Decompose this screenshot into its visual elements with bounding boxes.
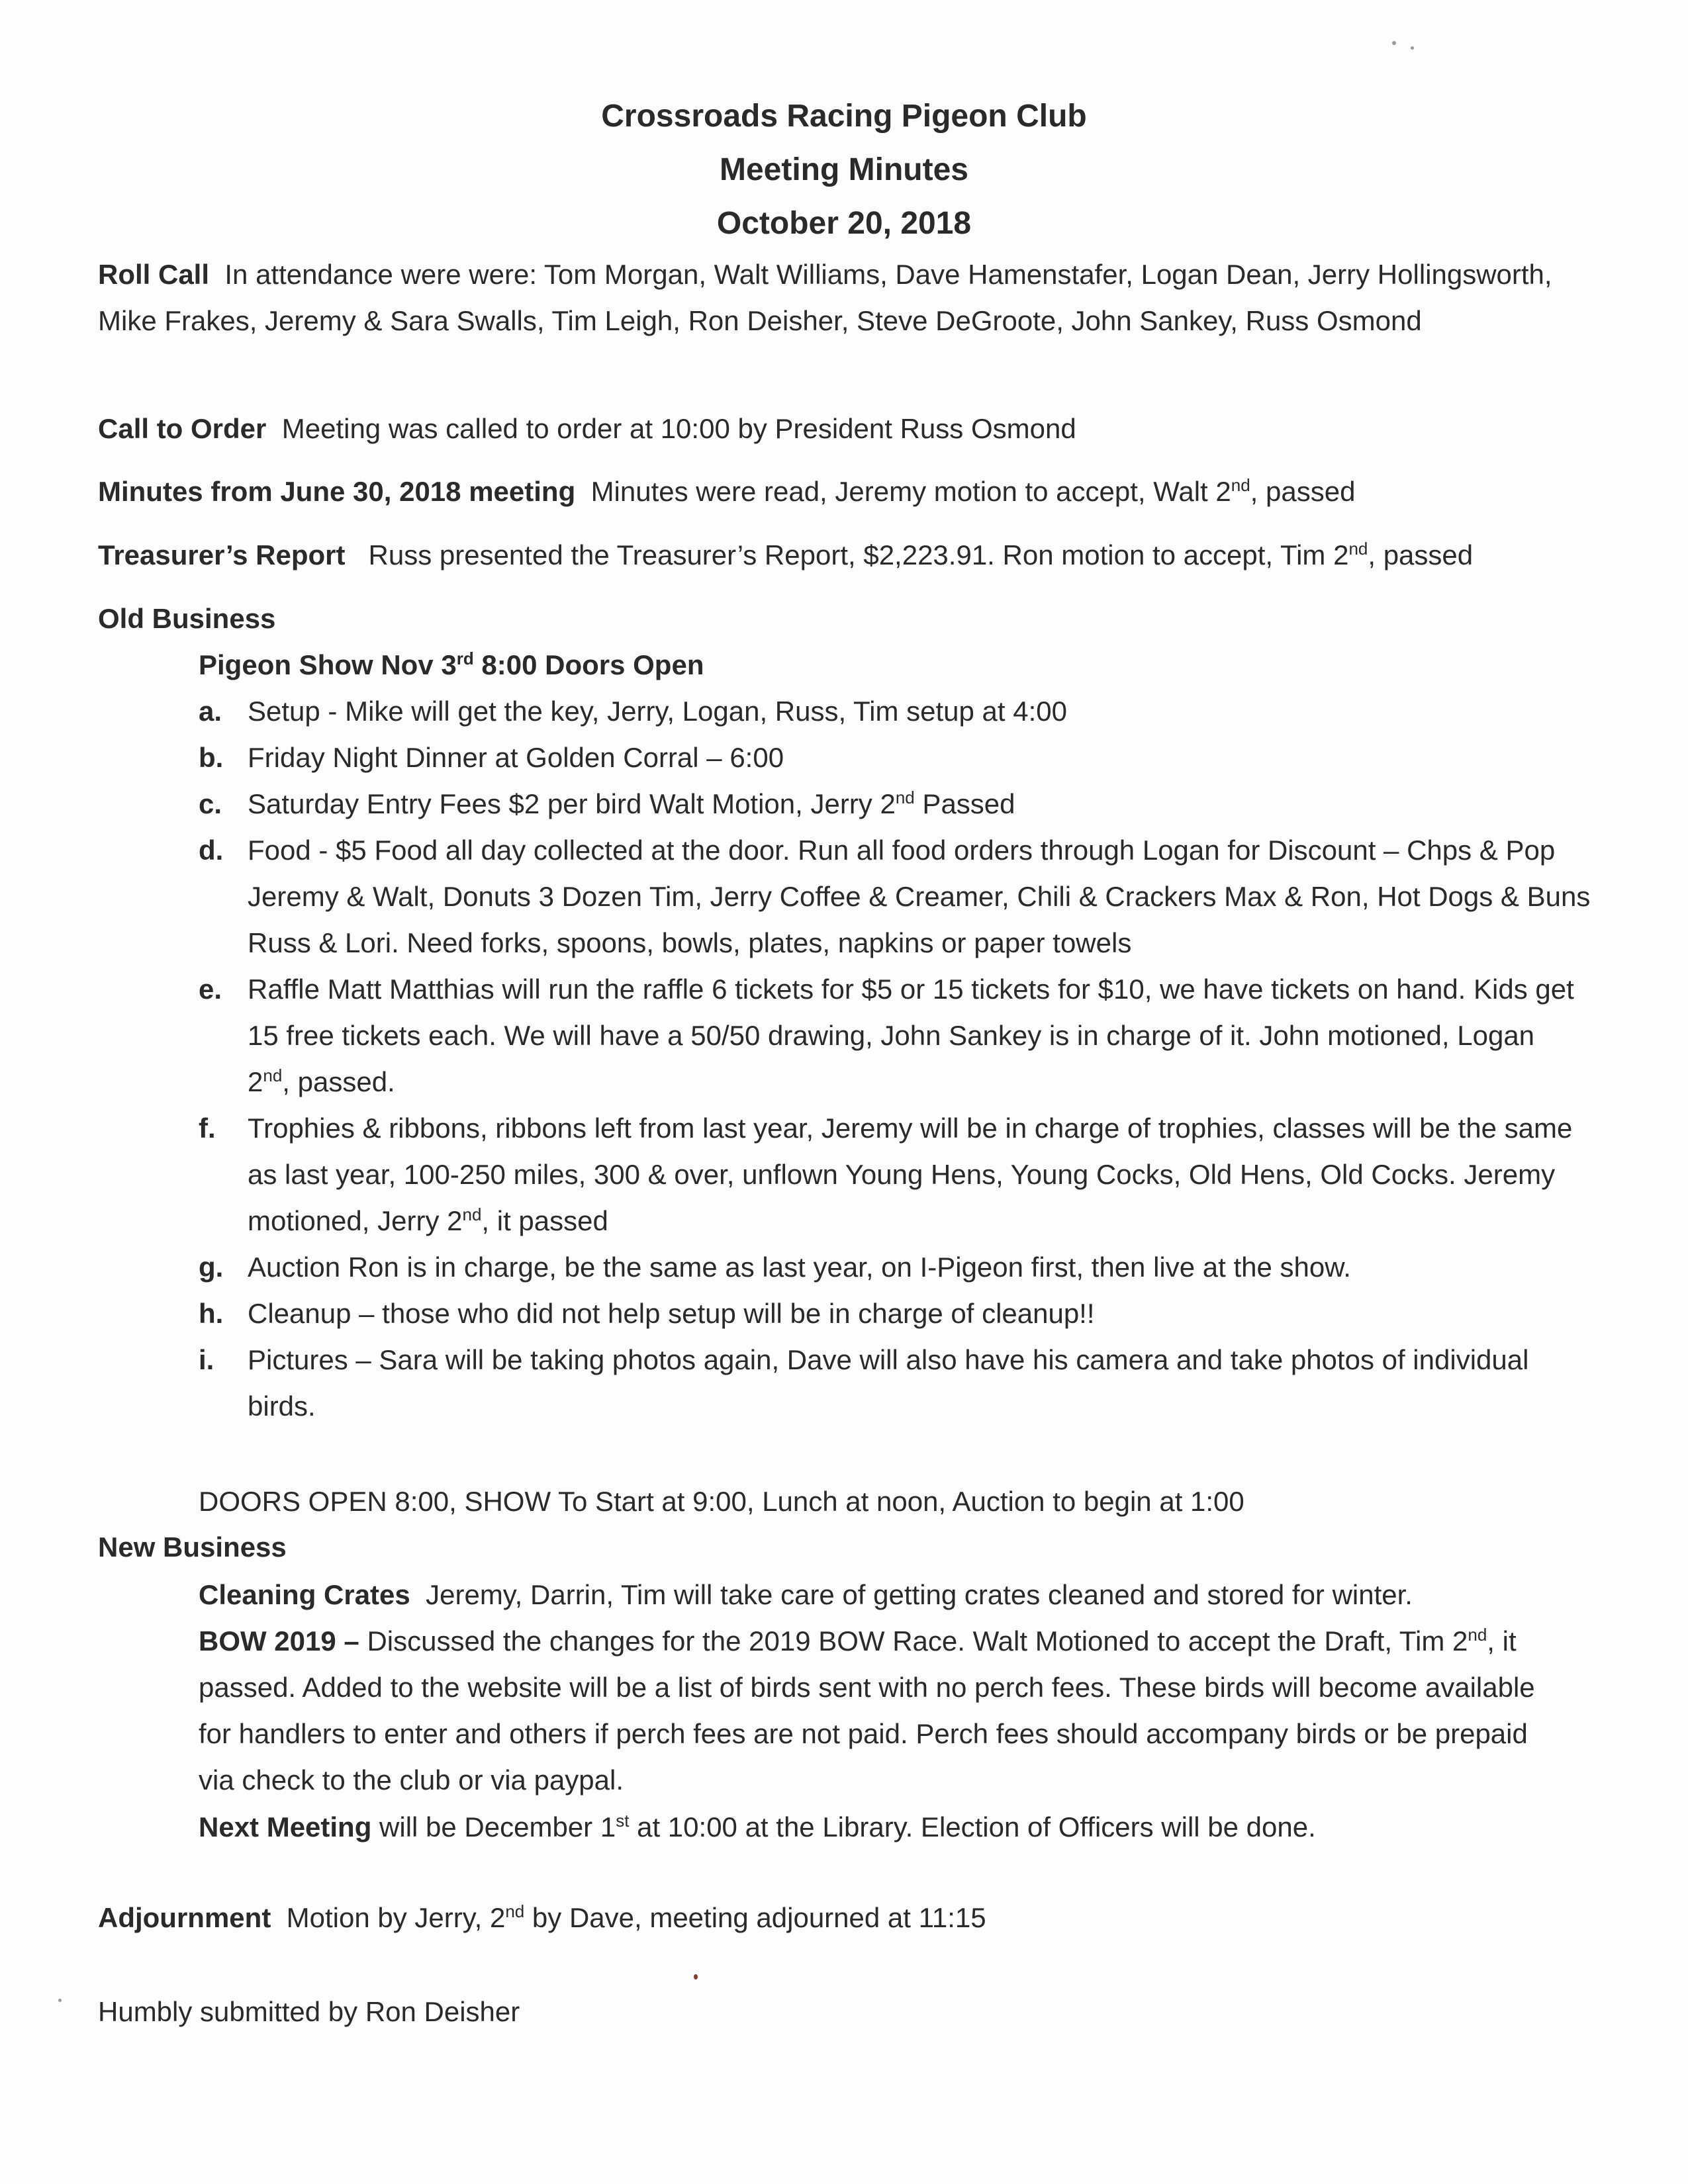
bow-2019-text-b: , it passed. Added to the website will be a list of birds sent with no perch fees. These birds will become available for handlers to enter and others if perch fees are not paid. Perch fees should accompany birds or be prepaid via check to the club or via paypal.: [199, 1625, 1535, 1796]
adjournment-label: Adjournment: [98, 1902, 271, 1933]
document-header: [0, 89, 1688, 250]
item-g-text: Auction Ron is in charge, be the same as last year, on I-Pigeon first, then live at the show.: [248, 1251, 1351, 1283]
signoff-line: Humbly submitted by Ron Deisher: [98, 1996, 520, 2027]
meeting-date: October 20, 2018: [716, 206, 972, 241]
next-meeting-text-a: will be December 1: [379, 1811, 616, 1843]
treasurer-text-a: Russ presented the Treasurer’s Report, $2,223.91. Ron motion to accept, Tim 2: [368, 539, 1349, 570]
adjournment-sup: nd: [505, 1901, 525, 1921]
item-d-letter: d.: [199, 835, 224, 866]
doors-open-line: DOORS OPEN 8:00, SHOW To Start at 9:00, Lunch at noon, Auction to begin at 1:00: [199, 1486, 1244, 1517]
document-title: Meeting Minutes: [719, 152, 968, 187]
pigeon-show-text-b: 8:00 Doors Open: [473, 649, 704, 680]
call-to-order-label: Call to Order: [98, 413, 267, 444]
item-e-text-b: , passed.: [282, 1066, 395, 1097]
cleaning-crates-line: [199, 1578, 1413, 1612]
item-e-sup: nd: [263, 1066, 283, 1085]
roll-call-section: [98, 251, 1614, 344]
roll-call-label: Roll Call: [98, 259, 210, 290]
pigeon-show-text-a: Pigeon Show Nov 3: [199, 649, 457, 680]
item-e-text: [248, 966, 1578, 1105]
minutes-text-a: Minutes were read, Jeremy motion to accept, Walt 2: [590, 476, 1231, 507]
item-f-text-b: , it passed: [481, 1205, 608, 1236]
treasurer-sup: nd: [1348, 539, 1368, 559]
call-to-order-section: [98, 412, 1076, 445]
item-i-letter: i.: [199, 1344, 214, 1375]
item-f-sup: nd: [462, 1205, 482, 1224]
minutes-text-b: , passed: [1250, 476, 1356, 507]
old-business-heading: Old Business: [98, 603, 276, 634]
item-f-letter: f.: [199, 1113, 216, 1144]
cleaning-crates-label: Cleaning Crates: [199, 1579, 410, 1610]
next-meeting-sup: st: [616, 1811, 630, 1831]
item-h-text: Cleanup – those who did not help setup will be in charge of cleanup!!: [248, 1298, 1095, 1329]
scan-speck: [58, 1999, 62, 2002]
item-g-letter: g.: [199, 1251, 224, 1283]
bow-2019-text-a: Discussed the changes for the 2019 BOW Race. Walt Motioned to accept the Draft, Tim 2: [367, 1625, 1468, 1657]
bow-2019-section: [199, 1618, 1569, 1803]
pigeon-show-heading: [199, 649, 704, 682]
bow-2019-label: BOW 2019 –: [199, 1625, 359, 1657]
scan-speck: [1392, 41, 1396, 45]
minutes-sup: nd: [1231, 475, 1250, 495]
next-meeting-text-b: at 10:00 at the Library. Election of Officers will be done.: [629, 1811, 1316, 1843]
item-e-letter: e.: [199, 974, 222, 1005]
item-c-sup: nd: [895, 788, 915, 807]
pigeon-show-sup: rd: [456, 649, 474, 668]
item-c-letter: c.: [199, 788, 222, 819]
item-c-text: [248, 781, 1611, 827]
scan-speck: [694, 1974, 698, 1979]
item-c-text-a: Saturday Entry Fees $2 per bird Walt Motion, Jerry 2: [248, 788, 896, 819]
next-meeting-label: Next Meeting: [199, 1811, 372, 1843]
item-f-text: [248, 1105, 1591, 1244]
adjournment-text-b: by Dave, meeting adjourned at 11:15: [524, 1902, 986, 1933]
item-f-text-a: Trophies & ribbons, ribbons left from last year, Jeremy will be in charge of trophies, classes will be the same as last year, 100-250 miles, 300 & over, unflown Young Hens, Young Cocks, Old Hens, Old Cocks. Jeremy motioned, Jerry 2: [248, 1113, 1573, 1236]
treasurer-text-b: , passed: [1368, 539, 1474, 570]
roll-call-text: In attendance were were: Tom Morgan, Walt Williams, Dave Hamenstafer, Logan Dean, Jerry Hollingsworth, Mike Frakes, Jeremy & Sara Swalls, Tim Leigh, Ron Deisher, Steve DeGroote, John Sankey, Russ Osmond: [98, 259, 1552, 336]
item-c-text-b: Passed: [914, 788, 1015, 819]
minutes-label: Minutes from June 30, 2018 meeting: [98, 476, 576, 507]
item-h-letter: h.: [199, 1298, 224, 1329]
item-b-letter: b.: [199, 742, 224, 773]
call-to-order-text: Meeting was called to order at 10:00 by President Russ Osmond: [281, 413, 1076, 444]
adjournment-text-a: Motion by Jerry, 2: [286, 1902, 506, 1933]
treasurer-section: [98, 539, 1473, 572]
minutes-section: [98, 475, 1355, 508]
item-e-text-a: Raffle Matt Matthias will run the raffle 6 tickets for $5 or 15 tickets for $10, we have tickets on hand. Kids get 15 free tickets each. We will have a 50/50 drawing, John Sankey is in charge of it. John motioned, Logan 2: [248, 974, 1574, 1097]
treasurer-label: Treasurer’s Report: [98, 539, 346, 570]
adjournment-section: [98, 1901, 986, 1934]
next-meeting-line: [199, 1811, 1316, 1844]
item-d-text: Food - $5 Food all day collected at the door. Run all food orders through Logan for Discount – Chps & Pop Jeremy & Walt, Donuts 3 Dozen Tim, Jerry Coffee & Creamer, Chili & Crackers Max & Ron, Hot Dogs & Buns Russ & Lori. Need forks, spoons, bowls, plates, napkins or paper towels: [248, 835, 1591, 958]
new-business-heading: New Business: [98, 1531, 287, 1563]
item-b-text: Friday Night Dinner at Golden Corral – 6:00: [248, 742, 784, 773]
club-name: Crossroads Racing Pigeon Club: [601, 99, 1087, 134]
item-a-text: Setup - Mike will get the key, Jerry, Logan, Russ, Tim setup at 4:00: [248, 696, 1067, 727]
item-a-letter: a.: [199, 696, 222, 727]
bow-2019-sup: nd: [1468, 1625, 1487, 1645]
item-i-text: Pictures – Sara will be taking photos again, Dave will also have his camera and take photos of individual birds.: [248, 1344, 1529, 1422]
scan-speck: [1411, 46, 1414, 50]
cleaning-crates-text: Jeremy, Darrin, Tim will take care of getting crates cleaned and stored for winter.: [426, 1579, 1413, 1610]
